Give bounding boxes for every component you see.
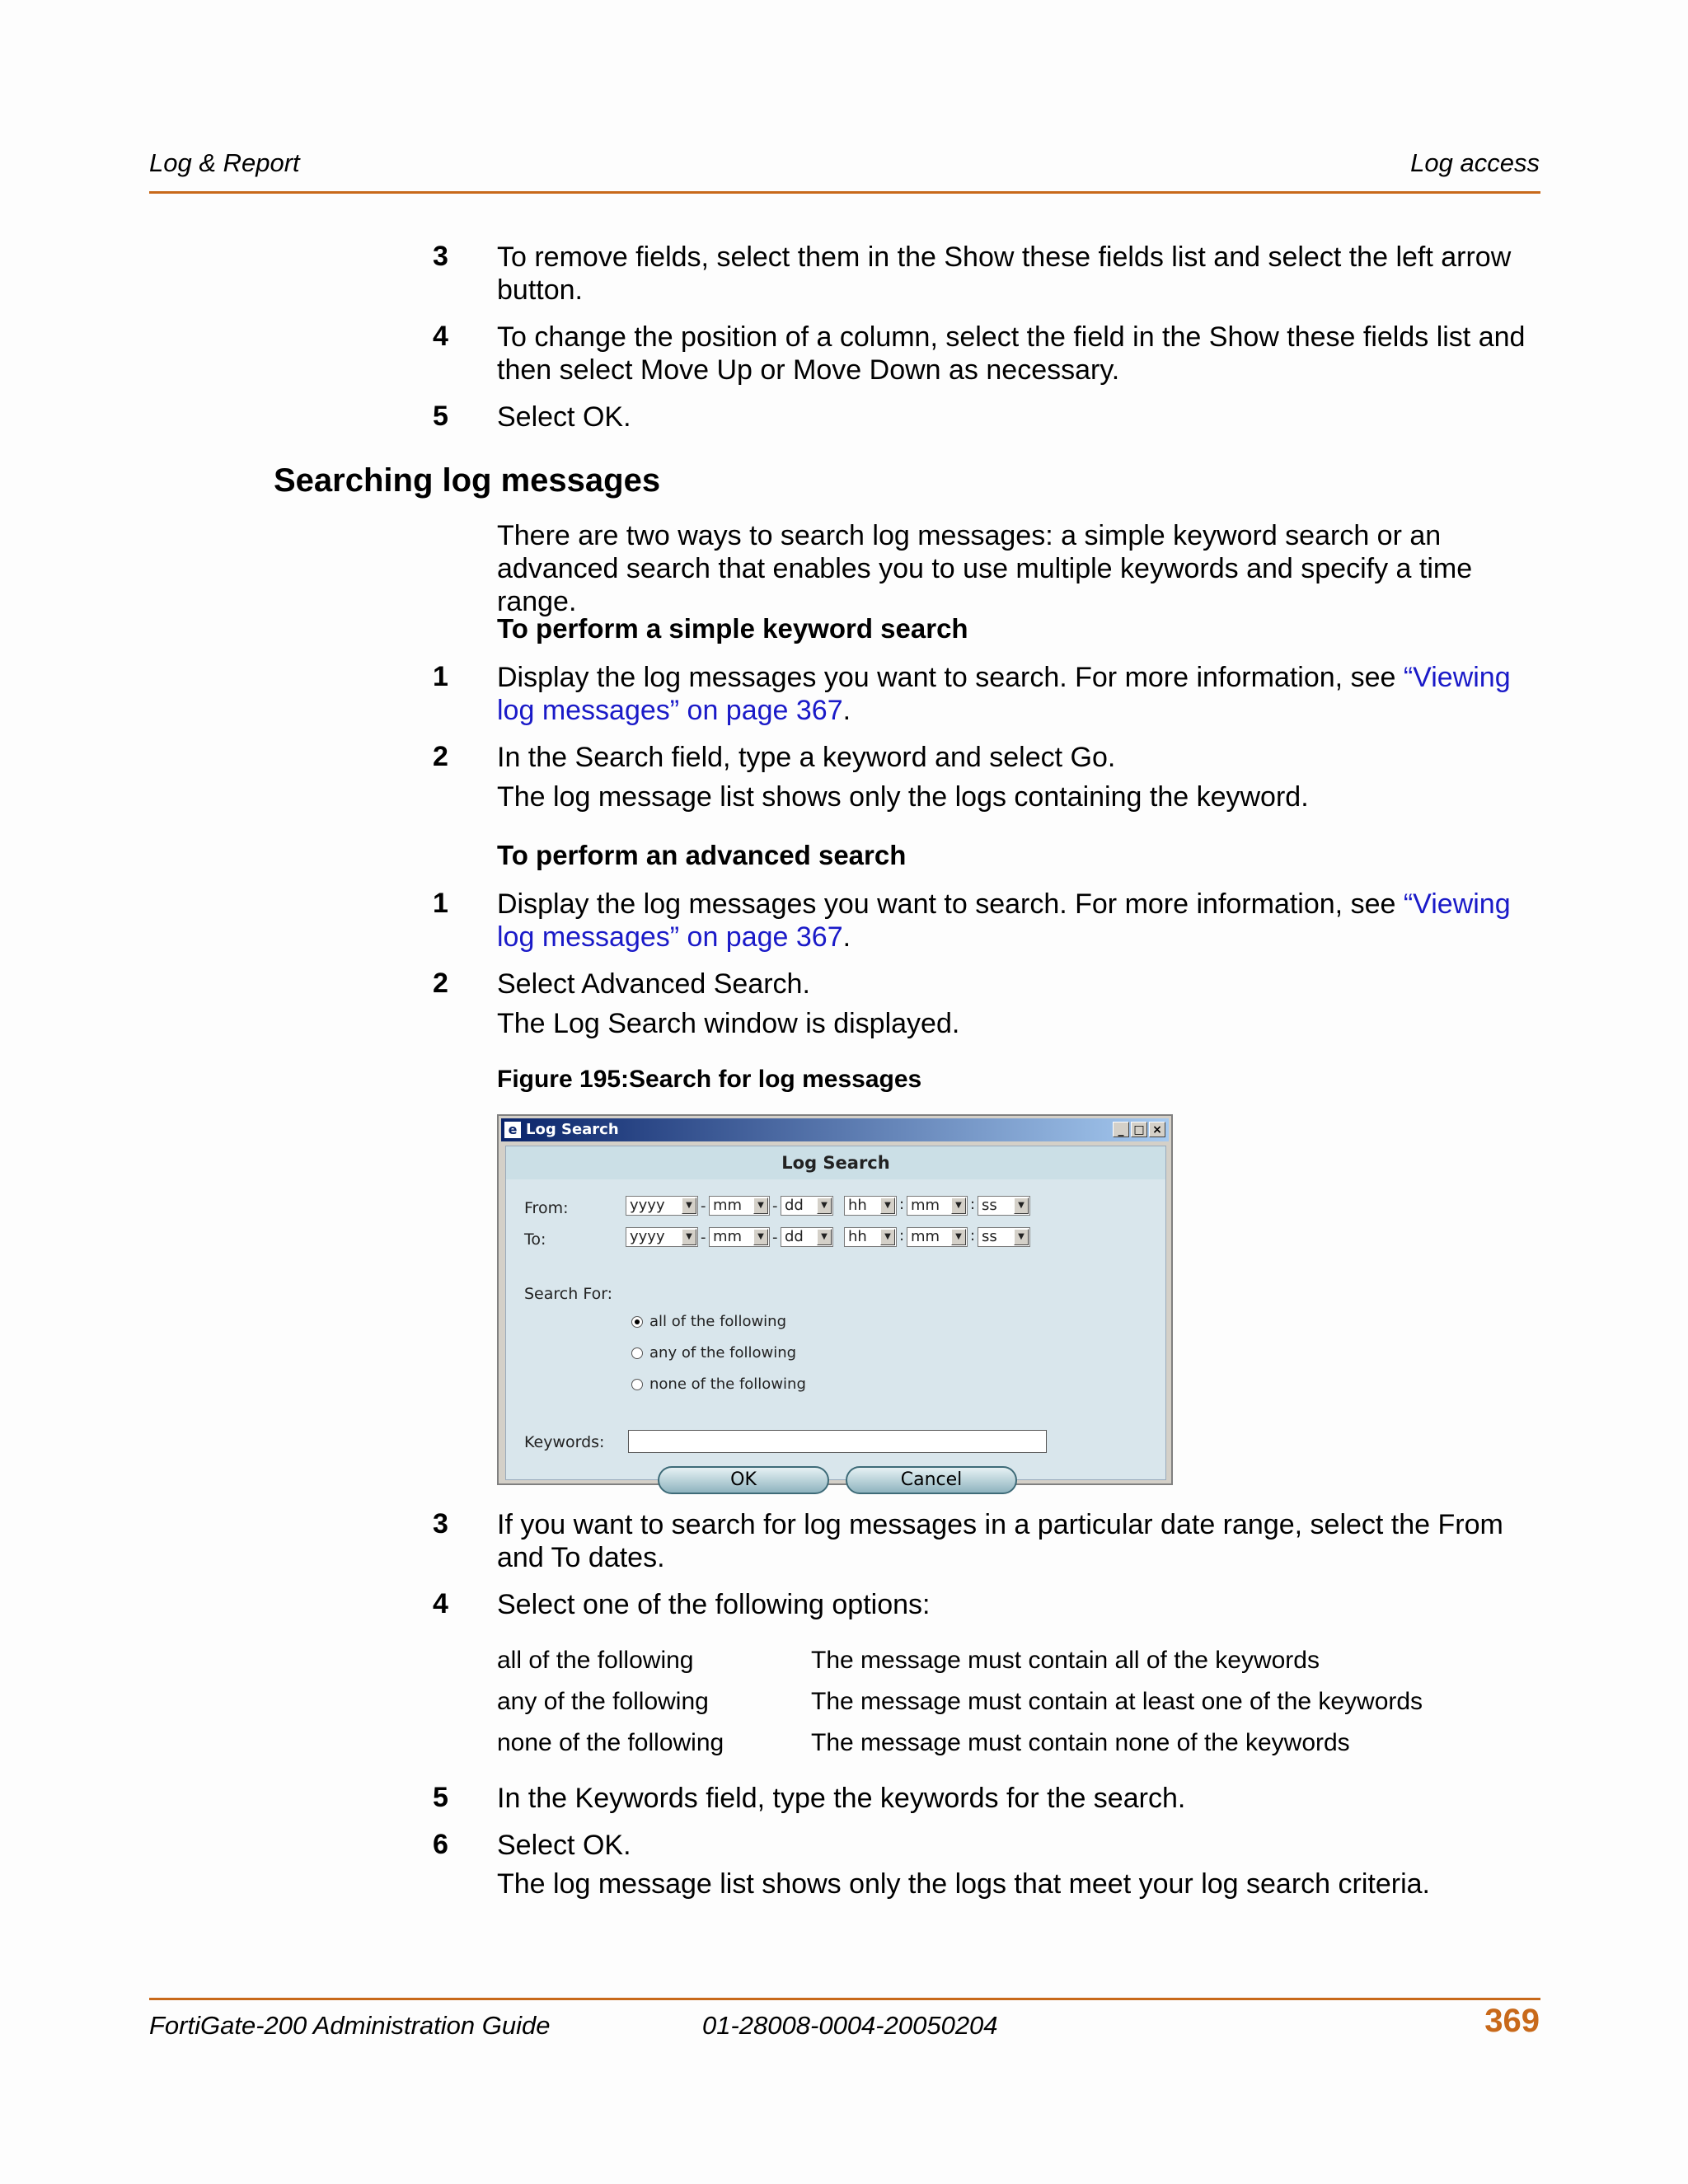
section-intro: There are two ways to search log messages: a simple keyword search or an advanced search that enables you to use multiple keywords and specify a time range. bbox=[497, 520, 1473, 617]
from-day-select[interactable]: dd ▼ bbox=[781, 1196, 833, 1216]
from-minute-select[interactable]: mm ▼ bbox=[907, 1196, 968, 1216]
page-number: 369 bbox=[1484, 2003, 1540, 2039]
cancel-button[interactable]: Cancel bbox=[846, 1466, 1017, 1494]
from-label: From: bbox=[524, 1199, 569, 1217]
step-number: 6 bbox=[433, 1829, 448, 1860]
figure-caption: Figure 195:Search for log messages bbox=[497, 1066, 922, 1093]
footer-document-number: 01-28008-0004-20050204 bbox=[702, 2011, 998, 2040]
cross-reference-link[interactable]: “Viewing log messages” on page 367 bbox=[497, 888, 1511, 953]
date-separator: - bbox=[772, 1229, 778, 1246]
ok-button[interactable]: OK bbox=[658, 1466, 829, 1494]
ie-icon: e bbox=[504, 1122, 521, 1138]
chevron-down-icon: ▼ bbox=[817, 1197, 832, 1214]
step-number: 3 bbox=[433, 1508, 448, 1540]
option-name: none of the following bbox=[497, 1729, 724, 1756]
step-number: 2 bbox=[433, 741, 448, 772]
log-search-window bbox=[497, 1114, 1173, 1490]
to-year-select[interactable]: yyyy ▼ bbox=[626, 1227, 698, 1247]
radio-all[interactable] bbox=[631, 1316, 643, 1328]
step-text: Display the log messages you want to search. For more information, see “Viewing log messages” on page 367. bbox=[497, 888, 1511, 953]
step-text: Select OK. bbox=[497, 1830, 631, 1861]
footer-rule bbox=[149, 1998, 1540, 2000]
step-number: 5 bbox=[433, 1782, 448, 1813]
procedure-heading: To perform a simple keyword search bbox=[497, 613, 968, 644]
option-name: all of the following bbox=[497, 1647, 694, 1674]
keywords-input[interactable] bbox=[628, 1430, 1047, 1453]
chevron-down-icon: ▼ bbox=[753, 1197, 768, 1214]
procedure-heading: To perform an advanced search bbox=[497, 840, 907, 870]
to-minute-select[interactable]: mm ▼ bbox=[907, 1227, 968, 1247]
time-separator: : bbox=[970, 1227, 976, 1244]
radio-label: all of the following bbox=[649, 1313, 787, 1330]
option-name: any of the following bbox=[497, 1688, 709, 1715]
chevron-down-icon: ▼ bbox=[682, 1197, 696, 1214]
step-text: In the Keywords field, type the keywords for the search. bbox=[497, 1783, 1186, 1814]
final-note: The log message list shows only the logs that meet your log search criteria. bbox=[497, 1868, 1430, 1900]
step-text: In the Search field, type a keyword and select Go. bbox=[497, 742, 1116, 773]
log-search-panel bbox=[505, 1146, 1166, 1490]
step-number: 1 bbox=[433, 888, 448, 919]
minimize-button[interactable]: _ bbox=[1113, 1122, 1129, 1137]
chevron-down-icon: ▼ bbox=[817, 1229, 832, 1245]
step-text: Select one of the following options: bbox=[497, 1589, 931, 1620]
step-number: 3 bbox=[433, 241, 448, 272]
radio-none[interactable] bbox=[631, 1379, 643, 1390]
step-note: The Log Search window is displayed. bbox=[497, 1008, 960, 1039]
step-text: Select Advanced Search. bbox=[497, 968, 810, 1000]
step-number: 2 bbox=[433, 968, 448, 999]
header-rule bbox=[149, 191, 1540, 194]
date-separator: - bbox=[772, 1197, 778, 1215]
chevron-down-icon: ▼ bbox=[682, 1229, 696, 1245]
chevron-down-icon: ▼ bbox=[753, 1229, 768, 1245]
section-title: Searching log messages bbox=[274, 462, 661, 499]
window-title-bar[interactable] bbox=[501, 1118, 1169, 1141]
running-header-topic: Log access bbox=[1410, 148, 1540, 177]
search-for-label: Search For: bbox=[524, 1285, 613, 1303]
step-text: To remove fields, select them in the Show these fields list and select the left arrow button. bbox=[497, 241, 1512, 306]
step-number: 4 bbox=[433, 321, 448, 352]
close-button[interactable]: × bbox=[1149, 1122, 1165, 1137]
from-month-select[interactable]: mm ▼ bbox=[709, 1196, 770, 1216]
from-hour-select[interactable]: hh ▼ bbox=[844, 1196, 897, 1216]
to-hour-select[interactable]: hh ▼ bbox=[844, 1227, 897, 1247]
from-second-select[interactable]: ss ▼ bbox=[978, 1196, 1030, 1216]
option-description: The message must contain none of the keywords bbox=[811, 1729, 1350, 1756]
step-text: To change the position of a column, select the field in the Show these fields list and then select Move Up or Move Down as necessary. bbox=[497, 321, 1526, 386]
window-title: Log Search bbox=[526, 1121, 619, 1138]
keywords-label: Keywords: bbox=[524, 1433, 605, 1451]
step-text: If you want to search for log messages in a particular date range, select the From and To dates. bbox=[497, 1509, 1503, 1573]
chevron-down-icon: ▼ bbox=[951, 1197, 966, 1214]
from-year-select[interactable]: yyyy ▼ bbox=[626, 1196, 698, 1216]
step-number: 5 bbox=[433, 401, 448, 432]
step-text: Select OK. bbox=[497, 401, 631, 433]
panel-title: Log Search bbox=[506, 1146, 1165, 1179]
chevron-down-icon: ▼ bbox=[1014, 1229, 1029, 1245]
chevron-down-icon: ▼ bbox=[880, 1229, 895, 1245]
to-second-select[interactable]: ss ▼ bbox=[978, 1227, 1030, 1247]
footer-guide-title: FortiGate-200 Administration Guide bbox=[149, 2011, 551, 2040]
cross-reference-link[interactable]: “Viewing log messages” on page 367 bbox=[497, 662, 1511, 726]
to-label: To: bbox=[524, 1230, 546, 1249]
step-note: The log message list shows only the logs containing the keyword. bbox=[497, 781, 1309, 813]
time-separator: : bbox=[899, 1196, 905, 1213]
date-separator: - bbox=[701, 1197, 706, 1215]
chevron-down-icon: ▼ bbox=[1014, 1197, 1029, 1214]
time-separator: : bbox=[899, 1227, 905, 1244]
time-separator: : bbox=[970, 1196, 976, 1213]
radio-any[interactable] bbox=[631, 1347, 643, 1359]
step-number: 1 bbox=[433, 661, 448, 692]
to-day-select[interactable]: dd ▼ bbox=[781, 1227, 833, 1247]
radio-label: none of the following bbox=[649, 1376, 806, 1393]
date-separator: - bbox=[701, 1229, 706, 1246]
step-number: 4 bbox=[433, 1588, 448, 1619]
option-description: The message must contain all of the keywords bbox=[811, 1647, 1320, 1674]
running-header-section: Log & Report bbox=[149, 148, 300, 177]
option-description: The message must contain at least one of the keywords bbox=[811, 1688, 1423, 1715]
maximize-button[interactable]: □ bbox=[1131, 1122, 1147, 1137]
to-month-select[interactable]: mm ▼ bbox=[709, 1227, 770, 1247]
chevron-down-icon: ▼ bbox=[880, 1197, 895, 1214]
radio-label: any of the following bbox=[649, 1344, 797, 1361]
step-text: Display the log messages you want to search. For more information, see “Viewing log messages” on page 367. bbox=[497, 662, 1511, 726]
chevron-down-icon: ▼ bbox=[951, 1229, 966, 1245]
